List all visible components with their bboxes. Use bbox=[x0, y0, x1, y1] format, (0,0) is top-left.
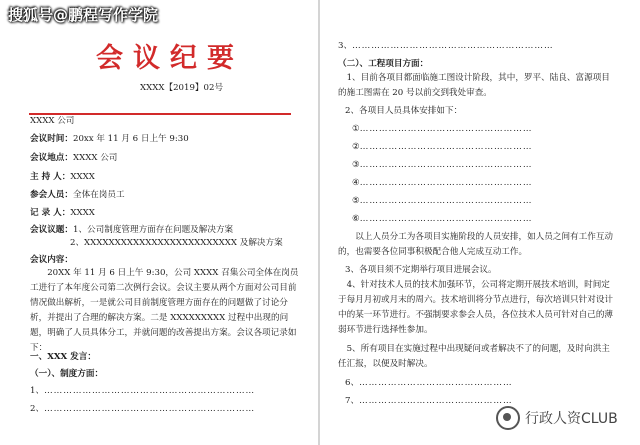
logo-icon bbox=[496, 406, 520, 430]
section-heading: 一、XXX 发言： bbox=[30, 352, 96, 362]
paragraph-3: 3、各项目须不定期举行项目进展会议。 bbox=[345, 265, 497, 275]
red-rule bbox=[29, 113, 291, 115]
dotted-line: ……………………………………………… bbox=[359, 160, 533, 170]
list-item-number: 2、 bbox=[30, 404, 45, 414]
content-label: 会议内容： bbox=[30, 255, 73, 265]
dotted-line: ……………………………………………… bbox=[359, 214, 533, 224]
field-location bbox=[30, 151, 117, 163]
field-value: XXXX bbox=[70, 208, 95, 218]
brand-logo bbox=[496, 406, 618, 430]
list-item-number: 3、 bbox=[338, 41, 353, 51]
list-item bbox=[338, 41, 554, 52]
dotted-line: ……………………………………………… bbox=[359, 196, 533, 206]
field-label: 主 持 人： bbox=[30, 172, 71, 182]
watermark: 搜狐号@鹏程写作学院 bbox=[8, 6, 159, 24]
paragraph-work: 以上人员分工为各项目实施阶段的人员安排，如人员之间有工作互动的，也需要各位同事积极配合他人完成互动工作。 bbox=[338, 232, 614, 257]
field-label: 参会人员： bbox=[30, 190, 73, 200]
dotted-line: ………………………………………………………… bbox=[44, 404, 256, 414]
field-label: 会议时间： bbox=[30, 134, 73, 144]
paragraph-1: 1、目前各项目都面临施工图设计阶段，其中，罗平、陆良、富源项目的施工图需在 20 号以前交到我处审查。 bbox=[338, 73, 610, 98]
list-item-number: 7、 bbox=[345, 396, 360, 406]
circled-number: ⑤ bbox=[352, 196, 360, 206]
page-divider bbox=[318, 0, 320, 445]
doc-number: XXXX【2019】02号 bbox=[140, 83, 224, 93]
field-label: 记 录 人： bbox=[30, 208, 71, 218]
list-item bbox=[345, 396, 513, 407]
circled-number: ④ bbox=[352, 178, 360, 188]
doc-title: 会议纪要 bbox=[96, 43, 244, 74]
circled-item bbox=[352, 160, 532, 171]
dotted-line: ………………………………………… bbox=[359, 378, 513, 388]
dotted-line: ……………………………………………… bbox=[359, 178, 533, 188]
content-paragraph: 20XX 年 11 月 6 日上午 9:30，公司 XXXX 召集公司全体在岗员工进行了本年度公司第二次例行会议。会议主要从两个方面对公司目前情况做出解析，一是就公司目前制度管理方面存在的问题做了讨论分析，并提出了合理的解决方案。二是 XXXXXXXXX 过程中出现的问题，明确了人员具体分工，并就问题的改善提出方案。会议各项记录如下： bbox=[30, 268, 299, 353]
subsection-heading: （一）、制度方面： bbox=[30, 369, 104, 379]
dotted-line: ………………………………………………………… bbox=[44, 386, 256, 396]
topic-1: 1、公司制度管理方面存在问题及解决方案 bbox=[72, 225, 234, 235]
field-value: 全体在岗员工 bbox=[72, 190, 125, 200]
list-item bbox=[345, 378, 513, 389]
circled-number: ③ bbox=[352, 160, 360, 170]
list-item-number: 1、 bbox=[30, 386, 45, 396]
list-item bbox=[30, 404, 255, 415]
dotted-line: ……………………………………………… bbox=[359, 124, 533, 134]
paragraph-5: 5、所有项目在实施过程中出现疑问或者解决不了的问题，及时向洪主任汇报，以便及时解决。 bbox=[338, 344, 610, 369]
circled-item bbox=[352, 142, 532, 153]
circled-item bbox=[352, 196, 532, 207]
field-host bbox=[30, 170, 95, 182]
field-time bbox=[30, 132, 189, 144]
circled-item bbox=[352, 124, 532, 135]
logo-text: 行政人资CLUB bbox=[525, 411, 618, 427]
dotted-line: ……………………………………………… bbox=[359, 142, 533, 152]
company-name: XXXX 公司 bbox=[30, 116, 75, 126]
circled-item bbox=[352, 214, 532, 225]
field-recorder bbox=[30, 206, 95, 218]
field-attendees bbox=[30, 188, 125, 200]
circled-number: ⑥ bbox=[352, 214, 360, 224]
paragraph-2: 2、各项目人员具体安排如下： bbox=[345, 106, 463, 116]
dotted-line: ……………………………………………………… bbox=[352, 41, 554, 51]
list-item-number: 6、 bbox=[345, 378, 360, 388]
field-value: 20xx 年 11 月 6 日上午 9:30 bbox=[72, 134, 189, 144]
topic-2: 2、XXXXXXXXXXXXXXXXXXXXXXXXX 及解决方案 bbox=[70, 238, 283, 248]
circled-number: ② bbox=[352, 142, 360, 152]
dotted-line: ………………………………………… bbox=[359, 396, 513, 406]
subsection-heading: （二）、工程项目方面： bbox=[338, 59, 429, 69]
field-label: 会议地点： bbox=[30, 153, 73, 163]
circled-item bbox=[352, 178, 532, 189]
list-item bbox=[30, 386, 255, 397]
field-value: XXXX 公司 bbox=[72, 153, 118, 163]
field-topics bbox=[30, 223, 233, 235]
paragraph-4: 4、针对技术人员的技术加强环节，公司将定期开展技术培训，时间定于每月月初或月末的周六。技术培训将分节点进行，每次培训只针对设计中的某一环节进行。不强制要求参会人员，各位技术人员可针对自己的薄弱环节进行选择性参加。 bbox=[338, 280, 614, 335]
field-label: 会议议题： bbox=[30, 225, 73, 235]
circled-number: ① bbox=[352, 124, 360, 134]
field-value: XXXX bbox=[70, 172, 95, 182]
